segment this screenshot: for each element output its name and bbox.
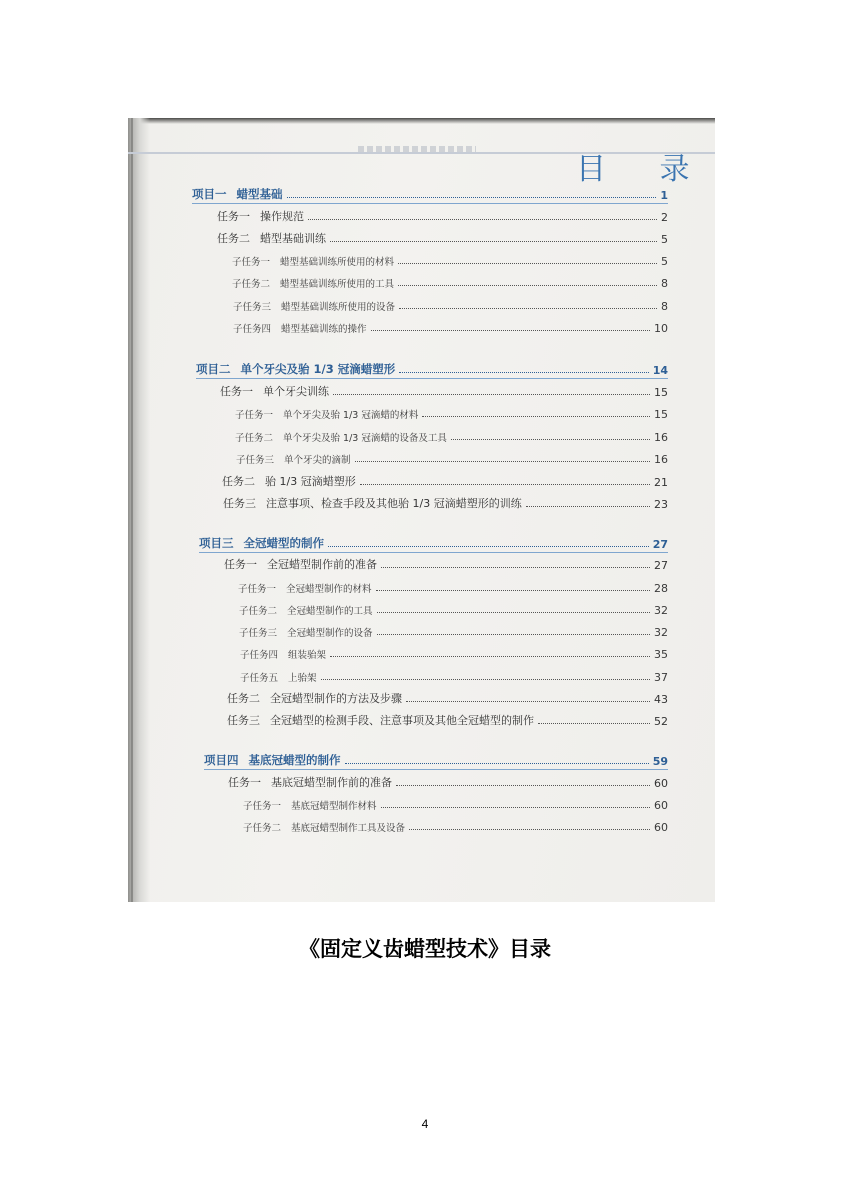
toc-subtask-row bbox=[232, 272, 668, 290]
toc-entry-label: 子任务一 bbox=[243, 801, 282, 812]
toc-subtask-row bbox=[238, 577, 668, 595]
leader-dots bbox=[422, 416, 650, 417]
leader-dots bbox=[308, 219, 657, 220]
toc-subtask-row bbox=[233, 295, 668, 313]
toc-entry-page: 23 bbox=[654, 498, 668, 511]
toc-photo bbox=[128, 118, 715, 902]
toc-entry-title: 骀 1/3 冠滴蜡塑形 bbox=[265, 475, 356, 488]
toc-entry-page: 52 bbox=[654, 715, 668, 728]
photo-shadow bbox=[128, 118, 715, 124]
toc-entry-page: 59 bbox=[652, 755, 668, 768]
toc-entry-label: 子任务一 bbox=[232, 257, 271, 268]
toc-project-row bbox=[199, 533, 668, 551]
toc-entry-page: 10 bbox=[654, 322, 668, 335]
project-underline bbox=[192, 203, 668, 204]
toc-subtask-row bbox=[243, 816, 668, 834]
toc-entry-label: 子任务一 bbox=[235, 410, 274, 421]
toc-entry-label: 任务二 bbox=[222, 475, 255, 488]
toc-entry-title: 蜡型基础训练 bbox=[260, 232, 326, 245]
toc-entry-label: 子任务一 bbox=[238, 584, 277, 595]
toc-entry-page: 2 bbox=[661, 211, 668, 224]
toc-project-row bbox=[196, 359, 668, 377]
project-underline bbox=[204, 769, 668, 770]
toc-entry-title: 单个牙尖及骀 1/3 冠滴蜡的材料 bbox=[283, 410, 419, 421]
toc-entry-page: 15 bbox=[654, 386, 668, 399]
leader-dots bbox=[330, 241, 657, 242]
toc-entry-title: 单个牙尖训练 bbox=[263, 385, 329, 398]
leader-dots bbox=[399, 308, 657, 309]
toc-entry-title: 单个牙尖及骀 1/3 冠滴蜡的设备及工具 bbox=[283, 433, 447, 444]
toc-subtask-row bbox=[236, 448, 668, 466]
toc-entry-label: 项目三 bbox=[199, 536, 234, 550]
toc-entry-page: 37 bbox=[654, 671, 668, 684]
toc-entry-label: 项目四 bbox=[204, 753, 239, 767]
toc-entry-title: 蜡型基础训练所使用的设备 bbox=[281, 302, 396, 313]
leader-dots bbox=[371, 330, 650, 331]
toc-entry-label: 任务三 bbox=[223, 497, 256, 510]
toc-entry-title: 蜡型基础训练所使用的材料 bbox=[280, 257, 395, 268]
toc-subtask-row bbox=[233, 317, 668, 335]
toc-task-row bbox=[223, 493, 668, 511]
toc-entry-label: 项目二 bbox=[196, 362, 231, 376]
toc-subtask-row bbox=[232, 250, 668, 268]
toc-entry-title: 全冠蜡型制作的设备 bbox=[287, 628, 373, 639]
leader-dots bbox=[330, 656, 650, 657]
toc-entry-title: 基底冠蜡型制作前的准备 bbox=[271, 776, 392, 789]
toc-entry-label: 子任务四 bbox=[233, 324, 272, 335]
book-spine-line bbox=[131, 118, 133, 902]
toc-entry-page: 5 bbox=[661, 233, 668, 246]
toc-subtask-row bbox=[235, 426, 668, 444]
toc-entry-label: 任务一 bbox=[224, 558, 257, 571]
leader-dots bbox=[328, 546, 649, 547]
toc-entry-title: 全冠蜡型制作的材料 bbox=[286, 584, 372, 595]
toc-entry-label: 任务二 bbox=[227, 692, 260, 705]
toc-entry-label: 子任务三 bbox=[239, 628, 278, 639]
toc-entry-page: 43 bbox=[654, 693, 668, 706]
leader-dots bbox=[321, 679, 650, 680]
toc-heading: 目 录 bbox=[576, 152, 712, 187]
leader-dots bbox=[526, 506, 650, 507]
leader-dots bbox=[398, 285, 657, 286]
toc-entry-page: 28 bbox=[654, 582, 668, 595]
toc-entry-label: 子任务二 bbox=[235, 433, 274, 444]
toc-entry-page: 60 bbox=[654, 777, 668, 790]
toc-entry-page: 1 bbox=[660, 189, 668, 202]
toc-entry-page: 14 bbox=[652, 364, 668, 377]
figure-caption: 《固定义齿蜡型技术》目录 bbox=[299, 936, 551, 961]
toc-entry-label: 任务一 bbox=[228, 776, 261, 789]
project-underline bbox=[199, 552, 668, 553]
toc-entry-title: 全冠蜡型的制作 bbox=[243, 536, 324, 550]
leader-dots bbox=[377, 612, 650, 613]
toc-entry-page: 27 bbox=[654, 559, 668, 572]
leader-dots bbox=[381, 807, 650, 808]
leader-dots bbox=[333, 394, 650, 395]
toc-entry-page: 8 bbox=[661, 277, 668, 290]
toc-entry-label: 子任务五 bbox=[240, 673, 279, 684]
leader-dots bbox=[406, 701, 650, 702]
toc-entry-label: 子任务三 bbox=[233, 302, 272, 313]
leader-dots bbox=[376, 590, 650, 591]
toc-entry-title: 上骀架 bbox=[288, 673, 317, 684]
toc-subtask-row bbox=[235, 403, 668, 421]
toc-task-row bbox=[227, 688, 668, 706]
toc-entry-label: 子任务二 bbox=[239, 606, 278, 617]
toc-entry-label: 子任务二 bbox=[243, 823, 282, 834]
toc-task-row bbox=[217, 206, 668, 224]
toc-entry-page: 8 bbox=[661, 300, 668, 313]
toc-entry-title: 全冠蜡型制作前的准备 bbox=[267, 558, 377, 571]
toc-entry-title: 组装骀架 bbox=[288, 650, 327, 661]
leader-dots bbox=[345, 763, 649, 764]
toc-task-row bbox=[224, 554, 668, 572]
toc-entry-label: 子任务二 bbox=[232, 279, 271, 290]
toc-entry-title: 基底冠蜡型制作材料 bbox=[291, 801, 377, 812]
leader-dots bbox=[396, 785, 650, 786]
toc-entry-title: 全冠蜡型制作的工具 bbox=[287, 606, 373, 617]
page-number: 4 bbox=[421, 1117, 429, 1131]
leader-dots bbox=[355, 461, 650, 462]
toc-entry-page: 15 bbox=[654, 408, 668, 421]
leader-dots bbox=[398, 263, 657, 264]
toc-entry-page: 16 bbox=[654, 431, 668, 444]
toc-entry-title: 基底冠蜡型的制作 bbox=[248, 753, 341, 767]
toc-entry-page: 60 bbox=[654, 821, 668, 834]
toc-entry-page: 27 bbox=[652, 538, 668, 551]
leader-dots bbox=[287, 197, 657, 198]
toc-task-row bbox=[222, 471, 668, 489]
toc-entry-label: 任务三 bbox=[227, 714, 260, 727]
toc-entry-label: 任务二 bbox=[217, 232, 250, 245]
toc-subtask-row bbox=[240, 666, 668, 684]
toc-entry-page: 21 bbox=[654, 476, 668, 489]
toc-entry-page: 32 bbox=[654, 626, 668, 639]
toc-entry-page: 32 bbox=[654, 604, 668, 617]
toc-task-row bbox=[220, 381, 668, 399]
toc-entry-title: 蜡型基础训练的操作 bbox=[281, 324, 367, 335]
leader-dots bbox=[360, 484, 650, 485]
toc-project-row bbox=[204, 750, 668, 768]
toc-subtask-row bbox=[240, 643, 668, 661]
toc-subtask-row bbox=[239, 599, 668, 617]
leader-dots bbox=[399, 372, 648, 373]
toc-entry-label: 子任务四 bbox=[240, 650, 279, 661]
toc-entry-page: 60 bbox=[654, 799, 668, 812]
toc-subtask-row bbox=[243, 794, 668, 812]
leader-dots bbox=[377, 634, 650, 635]
toc-entry-title: 单个牙尖的滴制 bbox=[284, 455, 351, 466]
leader-dots bbox=[409, 829, 650, 830]
leader-dots bbox=[381, 567, 650, 568]
toc-task-row bbox=[227, 710, 668, 728]
toc-entry-page: 35 bbox=[654, 648, 668, 661]
toc-subtask-row bbox=[239, 621, 668, 639]
toc-entry-label: 子任务三 bbox=[236, 455, 275, 466]
toc-entry-title: 全冠蜡型的检测手段、注意事项及其他全冠蜡型的制作 bbox=[270, 714, 534, 727]
toc-entry-page: 16 bbox=[654, 453, 668, 466]
toc-entry-title: 单个牙尖及骀 1/3 冠滴蜡塑形 bbox=[240, 362, 396, 376]
toc-project-row bbox=[192, 184, 668, 202]
leader-dots bbox=[451, 439, 650, 440]
toc-entry-title: 基底冠蜡型制作工具及设备 bbox=[291, 823, 406, 834]
toc-entry-title: 操作规范 bbox=[260, 210, 304, 223]
toc-task-row bbox=[228, 772, 668, 790]
toc-entry-title: 蜡型基础训练所使用的工具 bbox=[280, 279, 395, 290]
toc-task-row bbox=[217, 228, 668, 246]
toc-entry-page: 5 bbox=[661, 255, 668, 268]
toc-entry-label: 任务一 bbox=[217, 210, 250, 223]
toc-entry-title: 注意事项、检查手段及其他骀 1/3 冠滴蜡塑形的训练 bbox=[266, 497, 522, 510]
leader-dots bbox=[538, 723, 650, 724]
toc-entry-label: 项目一 bbox=[192, 187, 227, 201]
toc-entry-title: 全冠蜡型制作的方法及步骤 bbox=[270, 692, 402, 705]
project-underline bbox=[196, 378, 668, 379]
toc-entry-label: 任务一 bbox=[220, 385, 253, 398]
toc-entry-title: 蜡型基础 bbox=[236, 187, 283, 201]
